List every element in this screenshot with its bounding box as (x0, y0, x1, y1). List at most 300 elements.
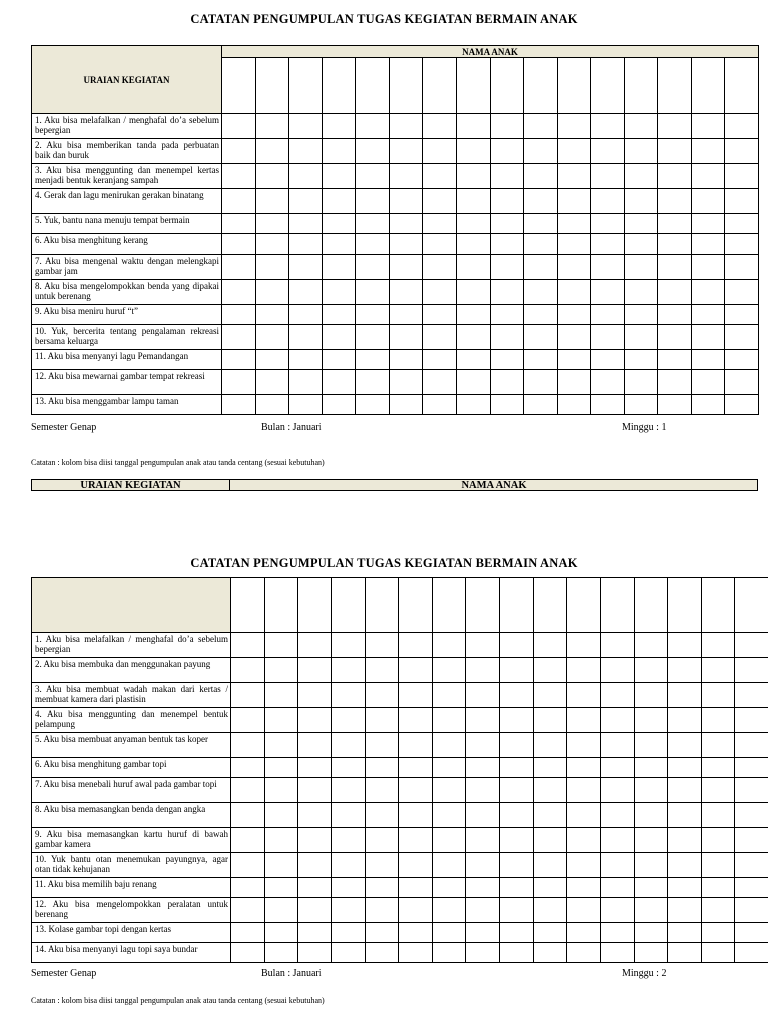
check-cell[interactable] (255, 114, 289, 139)
check-cell[interactable] (490, 164, 524, 189)
child-name-cell[interactable] (231, 578, 265, 633)
check-cell[interactable] (322, 114, 356, 139)
check-cell[interactable] (557, 139, 591, 164)
check-cell[interactable] (298, 828, 332, 853)
check-cell[interactable] (634, 853, 668, 878)
check-cell[interactable] (365, 708, 399, 733)
check-cell[interactable] (331, 778, 365, 803)
check-cell[interactable] (624, 139, 658, 164)
check-cell[interactable] (222, 214, 256, 234)
check-cell[interactable] (591, 234, 625, 255)
check-cell[interactable] (432, 878, 466, 898)
check-cell[interactable] (490, 350, 524, 370)
check-cell[interactable] (668, 853, 702, 878)
check-cell[interactable] (557, 255, 591, 280)
check-cell[interactable] (356, 255, 390, 280)
check-cell[interactable] (524, 370, 558, 395)
check-cell[interactable] (298, 943, 332, 963)
check-cell[interactable] (365, 633, 399, 658)
check-cell[interactable] (399, 633, 433, 658)
check-cell[interactable] (500, 898, 534, 923)
check-cell[interactable] (600, 923, 634, 943)
check-cell[interactable] (533, 943, 567, 963)
check-cell[interactable] (658, 255, 692, 280)
check-cell[interactable] (289, 214, 323, 234)
check-cell[interactable] (725, 305, 759, 325)
check-cell[interactable] (524, 395, 558, 415)
check-cell[interactable] (725, 234, 759, 255)
check-cell[interactable] (591, 370, 625, 395)
check-cell[interactable] (557, 164, 591, 189)
check-cell[interactable] (322, 280, 356, 305)
check-cell[interactable] (725, 255, 759, 280)
check-cell[interactable] (591, 395, 625, 415)
check-cell[interactable] (423, 255, 457, 280)
child-name-cell[interactable] (668, 578, 702, 633)
child-name-cell[interactable] (423, 58, 457, 114)
check-cell[interactable] (567, 878, 601, 898)
check-cell[interactable] (658, 370, 692, 395)
check-cell[interactable] (701, 878, 735, 898)
check-cell[interactable] (289, 305, 323, 325)
check-cell[interactable] (500, 733, 534, 758)
check-cell[interactable] (331, 803, 365, 828)
check-cell[interactable] (466, 683, 500, 708)
check-cell[interactable] (500, 943, 534, 963)
child-name-cell[interactable] (701, 578, 735, 633)
check-cell[interactable] (557, 325, 591, 350)
check-cell[interactable] (658, 234, 692, 255)
check-cell[interactable] (356, 189, 390, 214)
check-cell[interactable] (423, 189, 457, 214)
check-cell[interactable] (389, 234, 423, 255)
check-cell[interactable] (466, 853, 500, 878)
check-cell[interactable] (490, 189, 524, 214)
check-cell[interactable] (701, 853, 735, 878)
check-cell[interactable] (356, 350, 390, 370)
check-cell[interactable] (624, 325, 658, 350)
check-cell[interactable] (222, 395, 256, 415)
check-cell[interactable] (624, 350, 658, 370)
check-cell[interactable] (456, 234, 490, 255)
check-cell[interactable] (668, 878, 702, 898)
check-cell[interactable] (432, 778, 466, 803)
check-cell[interactable] (500, 803, 534, 828)
child-name-cell[interactable] (222, 58, 256, 114)
check-cell[interactable] (322, 370, 356, 395)
check-cell[interactable] (389, 164, 423, 189)
check-cell[interactable] (524, 350, 558, 370)
check-cell[interactable] (356, 280, 390, 305)
check-cell[interactable] (432, 803, 466, 828)
child-name-cell[interactable] (634, 578, 668, 633)
check-cell[interactable] (557, 114, 591, 139)
check-cell[interactable] (634, 733, 668, 758)
check-cell[interactable] (423, 234, 457, 255)
check-cell[interactable] (701, 658, 735, 683)
child-name-cell[interactable] (365, 578, 399, 633)
check-cell[interactable] (701, 758, 735, 778)
check-cell[interactable] (222, 139, 256, 164)
check-cell[interactable] (264, 778, 298, 803)
child-name-cell[interactable] (524, 58, 558, 114)
check-cell[interactable] (600, 733, 634, 758)
check-cell[interactable] (331, 683, 365, 708)
child-name-cell[interactable] (322, 58, 356, 114)
check-cell[interactable] (725, 395, 759, 415)
check-cell[interactable] (466, 633, 500, 658)
check-cell[interactable] (591, 139, 625, 164)
check-cell[interactable] (289, 114, 323, 139)
check-cell[interactable] (399, 708, 433, 733)
check-cell[interactable] (701, 633, 735, 658)
check-cell[interactable] (725, 325, 759, 350)
check-cell[interactable] (399, 758, 433, 778)
check-cell[interactable] (255, 370, 289, 395)
check-cell[interactable] (634, 943, 668, 963)
check-cell[interactable] (500, 658, 534, 683)
check-cell[interactable] (222, 280, 256, 305)
check-cell[interactable] (331, 708, 365, 733)
check-cell[interactable] (591, 280, 625, 305)
check-cell[interactable] (289, 164, 323, 189)
check-cell[interactable] (668, 803, 702, 828)
check-cell[interactable] (591, 164, 625, 189)
check-cell[interactable] (322, 395, 356, 415)
check-cell[interactable] (691, 189, 725, 214)
child-name-cell[interactable] (264, 578, 298, 633)
check-cell[interactable] (399, 683, 433, 708)
check-cell[interactable] (624, 189, 658, 214)
check-cell[interactable] (456, 214, 490, 234)
check-cell[interactable] (264, 898, 298, 923)
check-cell[interactable] (624, 164, 658, 189)
check-cell[interactable] (533, 923, 567, 943)
check-cell[interactable] (691, 139, 725, 164)
check-cell[interactable] (231, 923, 265, 943)
check-cell[interactable] (365, 658, 399, 683)
check-cell[interactable] (255, 350, 289, 370)
check-cell[interactable] (255, 395, 289, 415)
check-cell[interactable] (289, 139, 323, 164)
check-cell[interactable] (691, 325, 725, 350)
child-name-cell[interactable] (735, 578, 768, 633)
check-cell[interactable] (624, 305, 658, 325)
check-cell[interactable] (624, 234, 658, 255)
check-cell[interactable] (701, 923, 735, 943)
check-cell[interactable] (524, 114, 558, 139)
check-cell[interactable] (231, 708, 265, 733)
check-cell[interactable] (264, 878, 298, 898)
check-cell[interactable] (289, 370, 323, 395)
check-cell[interactable] (399, 778, 433, 803)
check-cell[interactable] (255, 325, 289, 350)
check-cell[interactable] (423, 214, 457, 234)
check-cell[interactable] (524, 139, 558, 164)
check-cell[interactable] (533, 853, 567, 878)
check-cell[interactable] (668, 898, 702, 923)
check-cell[interactable] (691, 395, 725, 415)
check-cell[interactable] (389, 280, 423, 305)
check-cell[interactable] (264, 853, 298, 878)
check-cell[interactable] (222, 114, 256, 139)
check-cell[interactable] (701, 683, 735, 708)
check-cell[interactable] (466, 923, 500, 943)
check-cell[interactable] (658, 350, 692, 370)
check-cell[interactable] (567, 708, 601, 733)
check-cell[interactable] (591, 255, 625, 280)
check-cell[interactable] (389, 305, 423, 325)
check-cell[interactable] (500, 708, 534, 733)
check-cell[interactable] (231, 943, 265, 963)
check-cell[interactable] (533, 803, 567, 828)
check-cell[interactable] (466, 828, 500, 853)
check-cell[interactable] (365, 733, 399, 758)
check-cell[interactable] (356, 114, 390, 139)
check-cell[interactable] (668, 943, 702, 963)
check-cell[interactable] (691, 164, 725, 189)
check-cell[interactable] (557, 280, 591, 305)
check-cell[interactable] (231, 898, 265, 923)
check-cell[interactable] (331, 923, 365, 943)
check-cell[interactable] (298, 923, 332, 943)
check-cell[interactable] (567, 778, 601, 803)
check-cell[interactable] (399, 878, 433, 898)
check-cell[interactable] (331, 943, 365, 963)
check-cell[interactable] (533, 733, 567, 758)
check-cell[interactable] (691, 350, 725, 370)
check-cell[interactable] (634, 633, 668, 658)
check-cell[interactable] (298, 898, 332, 923)
check-cell[interactable] (557, 370, 591, 395)
check-cell[interactable] (231, 758, 265, 778)
check-cell[interactable] (298, 803, 332, 828)
check-cell[interactable] (490, 114, 524, 139)
check-cell[interactable] (591, 214, 625, 234)
check-cell[interactable] (600, 943, 634, 963)
check-cell[interactable] (331, 658, 365, 683)
check-cell[interactable] (231, 853, 265, 878)
check-cell[interactable] (389, 139, 423, 164)
check-cell[interactable] (691, 214, 725, 234)
check-cell[interactable] (289, 280, 323, 305)
check-cell[interactable] (668, 708, 702, 733)
check-cell[interactable] (466, 778, 500, 803)
check-cell[interactable] (222, 234, 256, 255)
check-cell[interactable] (600, 758, 634, 778)
check-cell[interactable] (466, 658, 500, 683)
check-cell[interactable] (365, 778, 399, 803)
check-cell[interactable] (365, 803, 399, 828)
check-cell[interactable] (331, 633, 365, 658)
check-cell[interactable] (432, 923, 466, 943)
check-cell[interactable] (456, 139, 490, 164)
check-cell[interactable] (735, 758, 768, 778)
child-name-cell[interactable] (557, 58, 591, 114)
check-cell[interactable] (365, 828, 399, 853)
check-cell[interactable] (725, 370, 759, 395)
check-cell[interactable] (691, 255, 725, 280)
check-cell[interactable] (264, 923, 298, 943)
check-cell[interactable] (322, 189, 356, 214)
check-cell[interactable] (725, 214, 759, 234)
check-cell[interactable] (322, 234, 356, 255)
check-cell[interactable] (289, 234, 323, 255)
check-cell[interactable] (567, 923, 601, 943)
check-cell[interactable] (533, 878, 567, 898)
check-cell[interactable] (255, 164, 289, 189)
check-cell[interactable] (432, 658, 466, 683)
check-cell[interactable] (423, 305, 457, 325)
check-cell[interactable] (658, 114, 692, 139)
check-cell[interactable] (701, 778, 735, 803)
child-name-cell[interactable] (624, 58, 658, 114)
check-cell[interactable] (701, 898, 735, 923)
check-cell[interactable] (591, 189, 625, 214)
check-cell[interactable] (231, 633, 265, 658)
check-cell[interactable] (725, 350, 759, 370)
check-cell[interactable] (298, 733, 332, 758)
check-cell[interactable] (322, 305, 356, 325)
child-name-cell[interactable] (533, 578, 567, 633)
check-cell[interactable] (331, 878, 365, 898)
check-cell[interactable] (725, 189, 759, 214)
check-cell[interactable] (331, 898, 365, 923)
check-cell[interactable] (466, 878, 500, 898)
check-cell[interactable] (668, 683, 702, 708)
check-cell[interactable] (356, 139, 390, 164)
check-cell[interactable] (500, 923, 534, 943)
child-name-cell[interactable] (466, 578, 500, 633)
check-cell[interactable] (255, 280, 289, 305)
check-cell[interactable] (389, 214, 423, 234)
check-cell[interactable] (432, 633, 466, 658)
check-cell[interactable] (298, 708, 332, 733)
check-cell[interactable] (500, 828, 534, 853)
check-cell[interactable] (231, 733, 265, 758)
check-cell[interactable] (567, 898, 601, 923)
check-cell[interactable] (524, 255, 558, 280)
check-cell[interactable] (264, 803, 298, 828)
check-cell[interactable] (289, 189, 323, 214)
check-cell[interactable] (725, 164, 759, 189)
check-cell[interactable] (331, 733, 365, 758)
check-cell[interactable] (322, 325, 356, 350)
check-cell[interactable] (389, 255, 423, 280)
check-cell[interactable] (735, 898, 768, 923)
check-cell[interactable] (322, 139, 356, 164)
check-cell[interactable] (298, 778, 332, 803)
check-cell[interactable] (432, 708, 466, 733)
check-cell[interactable] (634, 828, 668, 853)
check-cell[interactable] (634, 683, 668, 708)
check-cell[interactable] (600, 853, 634, 878)
check-cell[interactable] (691, 370, 725, 395)
check-cell[interactable] (557, 214, 591, 234)
check-cell[interactable] (634, 708, 668, 733)
check-cell[interactable] (399, 803, 433, 828)
check-cell[interactable] (533, 708, 567, 733)
check-cell[interactable] (255, 305, 289, 325)
check-cell[interactable] (735, 878, 768, 898)
check-cell[interactable] (331, 853, 365, 878)
check-cell[interactable] (591, 305, 625, 325)
check-cell[interactable] (456, 325, 490, 350)
check-cell[interactable] (668, 778, 702, 803)
check-cell[interactable] (600, 828, 634, 853)
check-cell[interactable] (524, 234, 558, 255)
check-cell[interactable] (298, 633, 332, 658)
check-cell[interactable] (466, 898, 500, 923)
check-cell[interactable] (624, 280, 658, 305)
check-cell[interactable] (399, 898, 433, 923)
check-cell[interactable] (668, 758, 702, 778)
check-cell[interactable] (600, 708, 634, 733)
check-cell[interactable] (533, 683, 567, 708)
check-cell[interactable] (701, 708, 735, 733)
check-cell[interactable] (533, 633, 567, 658)
check-cell[interactable] (567, 828, 601, 853)
check-cell[interactable] (456, 350, 490, 370)
check-cell[interactable] (658, 189, 692, 214)
check-cell[interactable] (567, 803, 601, 828)
check-cell[interactable] (533, 658, 567, 683)
check-cell[interactable] (634, 778, 668, 803)
check-cell[interactable] (456, 370, 490, 395)
check-cell[interactable] (600, 878, 634, 898)
check-cell[interactable] (725, 114, 759, 139)
check-cell[interactable] (432, 898, 466, 923)
check-cell[interactable] (567, 853, 601, 878)
check-cell[interactable] (701, 943, 735, 963)
child-name-cell[interactable] (691, 58, 725, 114)
check-cell[interactable] (533, 758, 567, 778)
check-cell[interactable] (658, 395, 692, 415)
check-cell[interactable] (466, 803, 500, 828)
check-cell[interactable] (725, 139, 759, 164)
child-name-cell[interactable] (389, 58, 423, 114)
check-cell[interactable] (500, 758, 534, 778)
check-cell[interactable] (524, 164, 558, 189)
check-cell[interactable] (490, 234, 524, 255)
check-cell[interactable] (298, 758, 332, 778)
check-cell[interactable] (490, 325, 524, 350)
check-cell[interactable] (567, 658, 601, 683)
check-cell[interactable] (231, 828, 265, 853)
check-cell[interactable] (557, 189, 591, 214)
check-cell[interactable] (668, 658, 702, 683)
check-cell[interactable] (624, 395, 658, 415)
child-name-cell[interactable] (399, 578, 433, 633)
child-name-cell[interactable] (456, 58, 490, 114)
check-cell[interactable] (668, 633, 702, 658)
check-cell[interactable] (668, 828, 702, 853)
check-cell[interactable] (399, 658, 433, 683)
check-cell[interactable] (264, 828, 298, 853)
check-cell[interactable] (264, 633, 298, 658)
check-cell[interactable] (500, 633, 534, 658)
check-cell[interactable] (255, 214, 289, 234)
check-cell[interactable] (399, 828, 433, 853)
check-cell[interactable] (264, 733, 298, 758)
child-name-cell[interactable] (289, 58, 323, 114)
check-cell[interactable] (600, 803, 634, 828)
child-name-cell[interactable] (298, 578, 332, 633)
check-cell[interactable] (289, 395, 323, 415)
check-cell[interactable] (399, 733, 433, 758)
check-cell[interactable] (356, 370, 390, 395)
check-cell[interactable] (331, 758, 365, 778)
